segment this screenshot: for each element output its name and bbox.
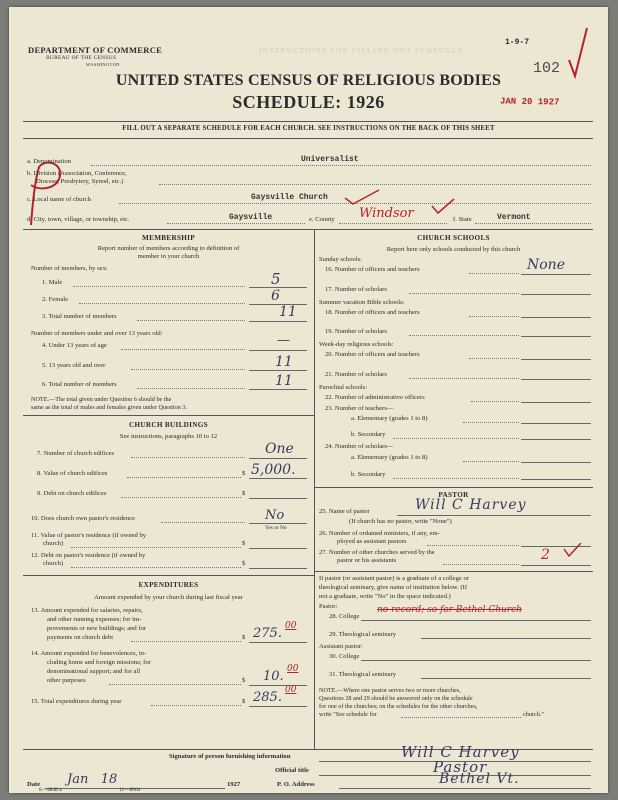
q25-answer[interactable]: Will C Harvey: [415, 497, 527, 513]
q24a-label: a. Elementary (grades 1 to 8): [351, 454, 428, 461]
q16-label: 16. Number of officers and teachers: [325, 266, 420, 273]
census-schedule-sheet: [9, 7, 608, 793]
q8-answer[interactable]: 5,000.: [251, 462, 296, 478]
print-code-left: 6—4848 a: [39, 787, 62, 793]
q19-label: 19. Number of scholars: [325, 328, 387, 335]
q13-label: 13. Amount expended for salaries, repairs,: [31, 607, 143, 614]
sunday-schools-label: Sunday schools:: [319, 256, 363, 263]
q15-dollar: $: [242, 698, 246, 705]
schools-title: CHURCH SCHOOLS: [417, 234, 490, 242]
date-value[interactable]: Jan 18: [67, 772, 118, 787]
q13-label-4: payments on church debt: [47, 634, 114, 641]
pastor-note-5: church.": [523, 711, 544, 718]
weekday-schools-label: Week-day religious schools:: [319, 341, 394, 348]
q6-label: 6. Total number of members: [42, 381, 117, 388]
q24b-label: b. Secondary: [351, 471, 386, 478]
form-title: UNITED STATES CENSUS OF RELIGIOUS BODIES: [115, 72, 502, 89]
summer-schools-label: Summer vacation Bible schools:: [319, 299, 405, 306]
q17-label: 17. Number of scholars: [325, 286, 387, 293]
q7-answer[interactable]: One: [265, 441, 294, 457]
q14-label-2: cluding home and foreign missions; for: [47, 659, 151, 666]
q26-label: 26. Number of ordained ministers, if any, em-: [319, 530, 440, 537]
department-name: DEPARTMENT OF COMMERCE: [28, 45, 163, 55]
q14-dollar: $: [242, 677, 246, 684]
pastor-note: NOTE.—Where one pastor serves two or more churches,: [319, 687, 461, 694]
q10-answer[interactable]: No: [265, 508, 285, 523]
pastor-note-4: write "See schedule for: [319, 711, 377, 718]
q14-label: 14. Amount expended for benevolences, in-: [31, 650, 147, 657]
membership-intro: Report number of members according to definition of: [97, 245, 240, 252]
red-check-mark-icon: [561, 541, 583, 561]
q27-label-2: pastor or his assistants: [337, 557, 397, 564]
q28-label: 28. College: [329, 613, 360, 620]
pastor-subhead: Pastor:: [319, 603, 338, 610]
parochial-schools-label: Parochial schools:: [319, 384, 368, 391]
pastor-title: PASTOR: [438, 491, 469, 499]
q10-label: 10. Does church own pastor's residence: [31, 515, 136, 522]
bleed-through-text: INSTRUCTIONS FOR FILLING OUT SCHEDULE: [259, 47, 464, 55]
q1-label: 1. Male: [42, 279, 63, 286]
q15-answer[interactable]: 285.: [253, 690, 282, 705]
expenditures-intro: Amount expended by your church during last fiscal year: [94, 594, 243, 601]
q2-label: 2. Female: [42, 296, 69, 303]
pastor-note-3: for one of the churches; on the schedules for the other churches,: [319, 703, 478, 710]
form-schedule: SCHEDULE: 1926: [232, 92, 385, 112]
q15-label: 15. Total expenditures during year: [31, 698, 122, 705]
q12-dollar: $: [242, 560, 246, 567]
city-value: Gaysville: [229, 213, 273, 222]
q4-label: 4. Under 13 years of age: [42, 342, 107, 349]
q5-label: 5. 13 years old and over: [42, 362, 106, 369]
q12-label: 12. Debt on pastor's residence (if owned by: [31, 552, 146, 559]
membership-note: NOTE.—The total given under Question 6 should be the: [31, 396, 172, 403]
q29-label: 29. Theological seminary: [329, 631, 397, 638]
state-value: Vermont: [497, 213, 531, 222]
q14-answer[interactable]: 10.: [263, 669, 284, 684]
q22-label: 22. Number of administrative officers: [325, 394, 425, 401]
date-label: Date: [27, 781, 41, 788]
q11-label: 11. Value of pastor's residence (if owned by: [31, 532, 147, 539]
print-code-right: 11—8064: [119, 787, 141, 793]
buildings-intro: See instructions, paragraphs 10 to 12: [119, 433, 218, 440]
q25-label: 25. Name of pastor: [319, 508, 370, 515]
official-title-label: Official title: [275, 767, 309, 774]
city-name: WASHINGTON: [86, 62, 120, 67]
red-check-mark-icon: [339, 188, 383, 208]
q12-label-2: church): [43, 560, 64, 567]
q20-label: 20. Number of officers and teachers: [325, 351, 420, 358]
q16-answer[interactable]: None: [527, 257, 565, 273]
county-label: e. County: [309, 216, 335, 223]
q1-answer[interactable]: 5: [271, 270, 281, 288]
state-label: f. State: [453, 216, 472, 223]
membership-title: MEMBERSHIP: [142, 234, 195, 242]
city-label: d. City, town, village, or township, etc.: [27, 216, 130, 223]
po-address-label: P. O. Address: [277, 781, 315, 788]
q13-label-3: provements or new buildings; and for: [47, 625, 147, 632]
q27-answer[interactable]: 2: [541, 547, 550, 563]
po-address-value[interactable]: Bethel Vt.: [439, 771, 520, 787]
red-check-mark-icon: [429, 198, 457, 218]
denomination-value: Universalist: [301, 155, 359, 164]
membership-note-2: same as the total of males and females given under Question 3.: [31, 404, 188, 411]
date-year: 1927: [227, 781, 241, 788]
q31-label: 31. Theological seminary: [329, 671, 397, 678]
local-name-value: Gaysville Church: [251, 193, 328, 202]
buildings-title: CHURCH BUILDINGS: [129, 421, 208, 429]
q3-label: 3. Total number of members: [42, 313, 117, 320]
q14-label-3: denominational support; and for all: [47, 668, 141, 675]
q9-label: 9. Debt on church edifices: [37, 490, 107, 497]
q5-answer[interactable]: 11: [275, 354, 293, 370]
q13-answer[interactable]: 275.: [253, 626, 282, 641]
graduate-instructions-2: theological seminary, give name of institution below. (If: [319, 584, 468, 591]
q8-label: 8. Value of church edifices: [37, 470, 108, 477]
q21-label: 21. Number of scholars: [325, 371, 387, 378]
q9-dollar: $: [242, 490, 246, 497]
yes-no-hint: Yes or No: [265, 525, 287, 531]
q7-label: 7. Number of church edifices: [37, 450, 115, 457]
q11-dollar: $: [242, 540, 246, 547]
division-label-2: Diocese, Presbytery, Synod, etc.): [36, 178, 124, 185]
date-stamp: JAN 20 1927: [499, 96, 560, 108]
q23a-label: a. Elementary (grades 1 to 8): [351, 415, 428, 422]
q8-dollar: $: [242, 470, 246, 477]
graduate-instructions: If pastor (or assistant pastor) is a graduate of a college or: [319, 575, 469, 582]
q14-cents: 00: [287, 664, 299, 674]
fill-out-instruction: FILL OUT A SEPARATE SCHEDULE FOR EACH CHURCH. SEE INSTRUCTIONS ON THE BACK OF THIS SHEET: [122, 125, 495, 132]
assistant-pastor-subhead: Assistant pastor:: [319, 643, 363, 650]
q18-label: 18. Number of officers and teachers: [325, 309, 420, 316]
q6-answer[interactable]: 11: [275, 373, 293, 389]
expenditures-title: EXPENDITURES: [138, 581, 199, 589]
q2-answer[interactable]: 6: [271, 288, 280, 304]
q11-label-2: church): [43, 540, 64, 547]
q13-dollar: $: [242, 634, 246, 641]
q26-label-2: ployed as assistant pastors: [337, 538, 407, 545]
signature-label: Signature of person furnishing information: [169, 753, 291, 760]
form-code: 1-9-7: [505, 38, 530, 47]
division-label: b. Division (Association, Conference,: [27, 170, 127, 177]
pastor-note-2: Questions 28 and 29 should be answered only on the schedule: [319, 695, 473, 702]
graduate-instructions-3: not a graduate, write "No" in the space indicated.): [319, 593, 451, 600]
q27-label: 27. Number of other churches served by the: [319, 549, 435, 556]
membership-intro-2: member in your church: [137, 253, 200, 260]
q24-label: 24. Number of scholars—: [325, 443, 394, 450]
county-value: Windsor: [359, 206, 414, 221]
q4-answer[interactable]: —: [277, 333, 290, 348]
local-name-label: c. Local name of church: [27, 196, 91, 203]
q13-cents: 00: [285, 621, 297, 631]
denomination-label: a. Denomination: [27, 158, 71, 165]
under-over-label: Number of members under and over 13 years old:: [31, 330, 163, 337]
q23b-label: b. Secondary: [351, 431, 386, 438]
q15-cents: 00: [285, 685, 297, 695]
q3-answer[interactable]: 11: [279, 304, 297, 320]
members-by-sex-label: Number of members, by sex:: [31, 265, 108, 272]
q25-note: (If church has no pastor, write "None"): [349, 518, 452, 525]
official-title-value[interactable]: Pastor: [433, 758, 488, 776]
q14-label-4: other purposes: [47, 677, 86, 684]
q28-answer[interactable]: no record; so for Bethel Church: [377, 605, 522, 615]
bureau-name: BUREAU OF THE CENSUS: [46, 55, 117, 61]
schedule-number: 102: [533, 60, 561, 77]
signature-value[interactable]: Will C Harvey: [401, 743, 520, 761]
q30-label: 30. College: [329, 653, 360, 660]
schools-intro: Report here only schools conducted by this church: [386, 246, 521, 253]
q23-label: 23. Number of teachers—: [325, 405, 394, 412]
q13-label-2: and other running expenses; for im-: [47, 616, 142, 623]
